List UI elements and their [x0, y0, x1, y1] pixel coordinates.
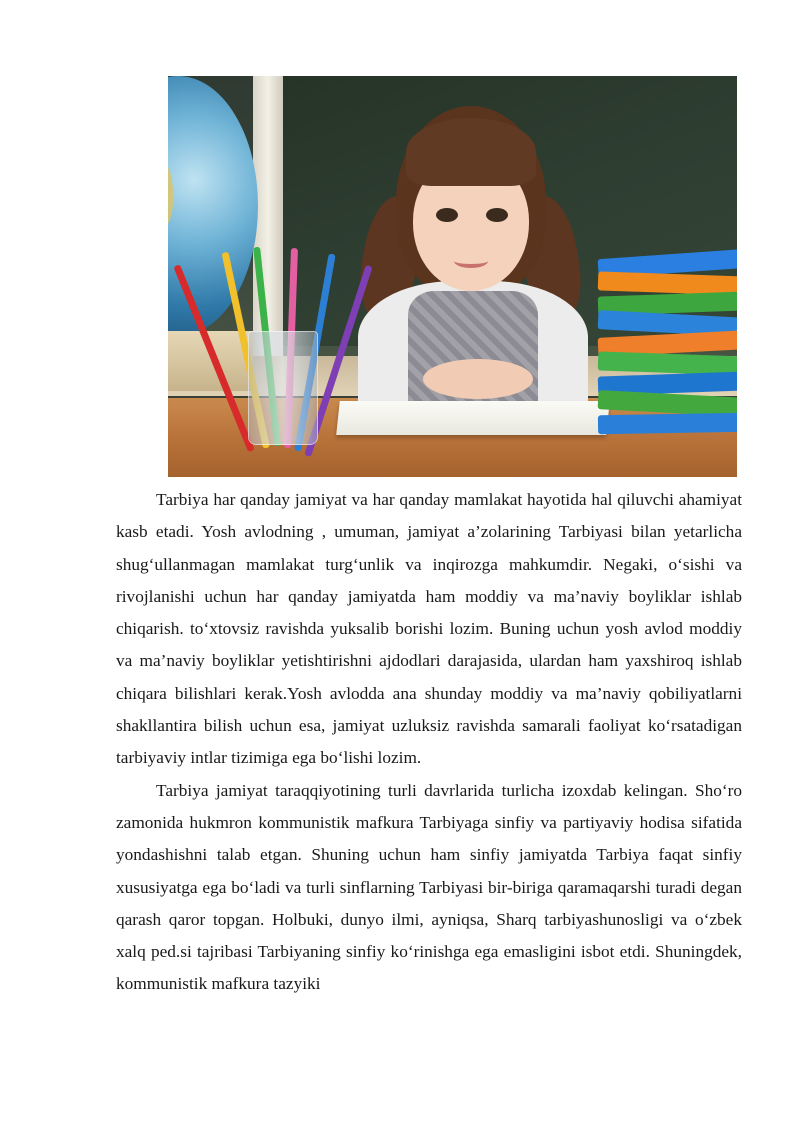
- eye-left: [436, 208, 458, 222]
- book-stack: [598, 254, 737, 444]
- globe-land: [168, 146, 173, 236]
- open-book-icon: [336, 401, 610, 435]
- paragraph-1: Tarbiya har qanday jamiyat va har qanday mamlakat hayotida hal qiluvchi ahamiyat kasb etadi. Yosh avlodning , umuman, jamiyat a’zolarining Tarbiyasi bilan yetarlicha shug‘ullanmagan mamlakat turg‘unlik va inqirozga mahkumdir. Negaki, o‘sishi va rivojlanishi uchun har qanday jamiyatda ham moddiy va ma’naviy boyliklar ishlab chiqarish. to‘xtovsiz ravishda yuksalib borishi lozim. Buning uchun yosh avlod moddiy va ma’naviy boyliklar yetishtirishni ajdodlari darajasida, ulardan ham yaxshiroq ishlab chiqara bilishlari kerak.Yosh avlodda ana shunday moddiy va ma’naviy qobiliyatlarni shakllantira bilish uchun esa, jamiyat uzluksiz ravishda samarali faoliyat ko‘rsatadigan tarbiyaviy intlar tizimiga ega bo‘lishi lozim.: [116, 490, 742, 768]
- girl-smile: [454, 254, 488, 268]
- girl-hands: [423, 359, 533, 399]
- eye-right: [486, 208, 508, 222]
- classroom-girl-illustration: [168, 76, 737, 477]
- body-text: [116, 484, 742, 1001]
- pencil-cup: [248, 331, 318, 445]
- girl-bangs: [406, 118, 536, 186]
- stack-book: [598, 413, 737, 435]
- paragraph-2: Tarbiya jamiyat taraqqiyotining turli davrlarida turlicha izoxdab kelingan. Sho‘ro zamonida hukmron kommunistik mafkura Tarbiyaga sinfiy va partiyaviy hodisa sifatida yondashishni talab etgan. Shuning uchun ham sinfiy jamiyatda Tarbiya faqat sinfiy xususiyatga ega bo‘ladi va turli sinflarning Tarbiyasi bir-biriga qaramaqarshi turadi degan qarash qaror topgan. Holbuki, dunyo ilmi, ayniqsa, Sharq tarbiyashunosligi va o‘zbek xalq ped.si tajribasi Tarbiyaning sinfiy ko‘rinishga ega emasligini isbot etdi. Shuningdek, kommunistik mafkura tazyiki: [116, 780, 742, 994]
